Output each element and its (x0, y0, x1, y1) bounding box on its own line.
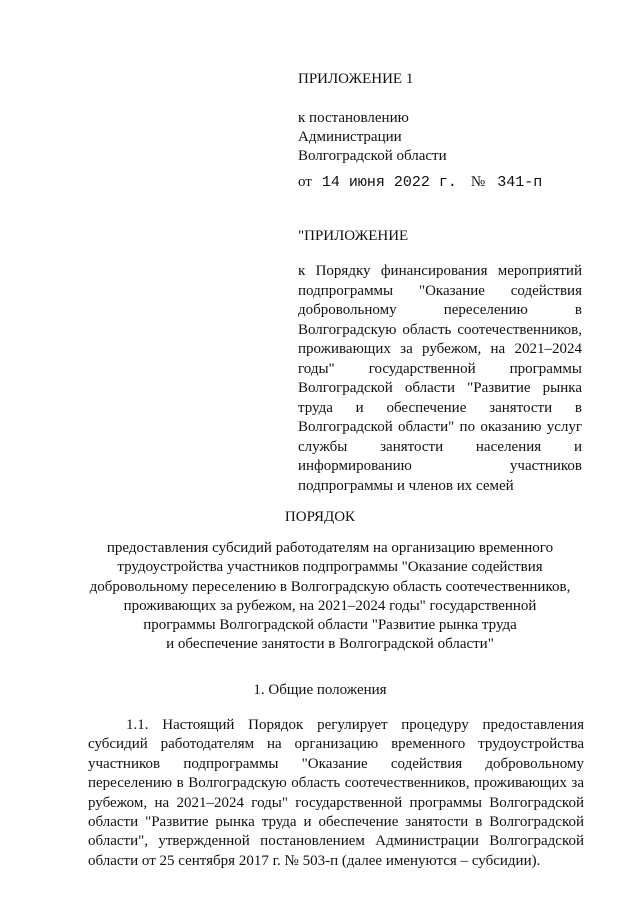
date-prefix: от (298, 174, 312, 190)
resolution-date: 14 июня 2022 г. (321, 174, 457, 191)
appendix-description: к Порядку финансирования мероприятий подпрограммы "Оказание содействия добровольному переселению в Волгоградскую область соотечественников, проживающих за рубежом, на 2021–2024 годы" государственной программы Волгоградской области "Развитие рынка труда и обеспечение занятости в Волгоградской области" по оказанию услуг службы занятости населения и информированию участников подпрограммы и членов их семей (298, 263, 582, 494)
number-sign: № (470, 174, 486, 190)
resolution-reference (298, 109, 447, 166)
resolution-line-2: Администрации (298, 129, 402, 145)
order-subtitle (60, 539, 600, 655)
order-subtitle-line: проживающих за рубежом, на 2021–2024 годы" государственной (123, 597, 537, 614)
appendix-title: "ПРИЛОЖЕНИЕ (298, 228, 409, 244)
resolution-line-1: к постановлению (298, 110, 409, 126)
paragraph-1-1: 1.1. Настоящий Порядок регулирует процедуру предоставления субсидий работодателям на организацию временного трудоустройства участников подпрограммы "Оказание содействия добровольному переселению в Волгоградскую область соотечественников, проживающих за рубежом, на 2021–2024 годы" государственной программы Волгоградской области "Развитие рынка труда и обеспечение занятости в Волгоградской области", утвержденной постановлением Администрации Волгоградской области от 25 сентября 2017 г. № 503-п (далее именуются – субсидии). (88, 717, 584, 869)
order-subtitle-line: добровольному переселению в Волгоградскую область соотечественников, (89, 578, 571, 595)
order-subtitle-line: трудоустройства участников подпрограммы "Оказание содействия (117, 559, 543, 576)
appendix-1-title: ПРИЛОЖЕНИЕ 1 (298, 71, 414, 87)
order-subtitle-line: и обеспечение занятости в Волгоградской области" (166, 636, 494, 653)
resolution-number: 341-п (497, 174, 543, 191)
order-title: ПОРЯДОК (284, 509, 356, 525)
resolution-line-3: Волгоградской области (298, 148, 447, 164)
order-subtitle-line: предоставления субсидий работодателям на организацию временного (106, 540, 554, 556)
order-subtitle-line: программы Волгоградской области "Развитие рынка труда (143, 617, 517, 634)
resolution-date-line (298, 174, 542, 191)
section-title: 1. Общие положения (253, 682, 387, 698)
